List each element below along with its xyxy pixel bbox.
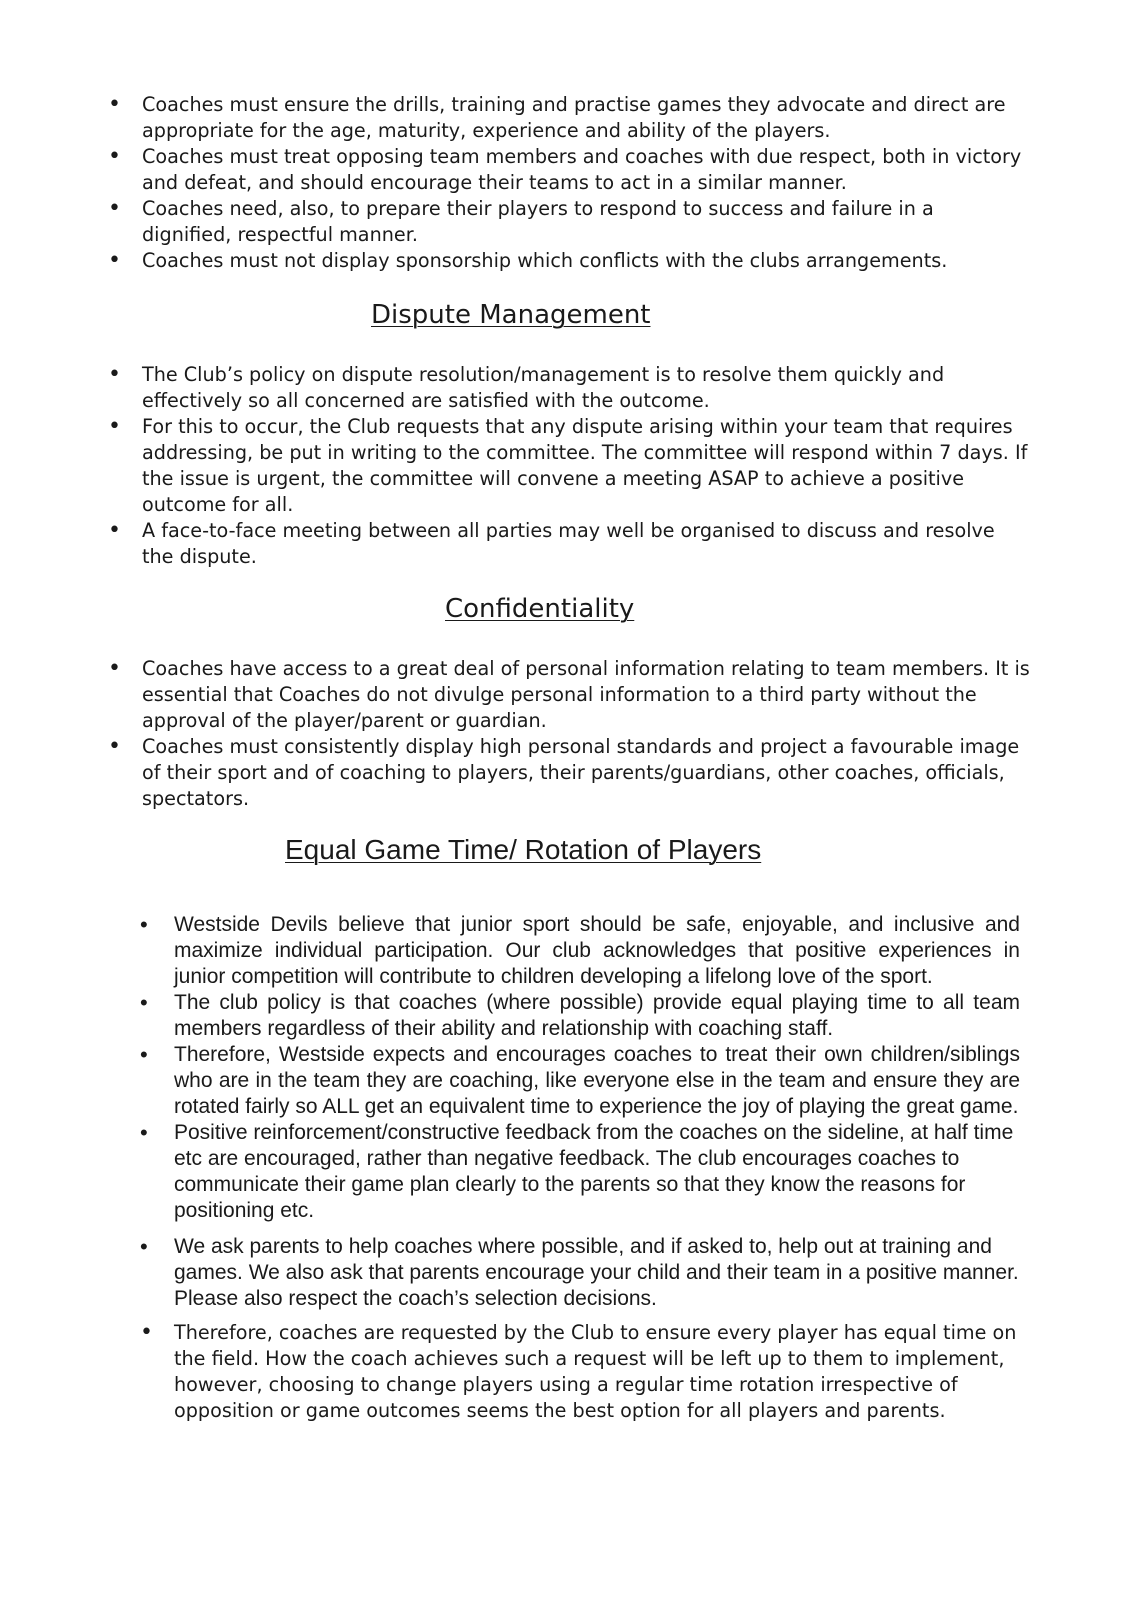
list-item: • A face-to-face meeting between all parties may well be organised to discuss and resolve the dispute. [108, 518, 1028, 570]
list-item: • Therefore, coaches are requested by the Club to ensure every player has equal time on the field. How the coach achieves such a request will be left up to them to implement, however, choosing to change players using a regular time rotation irrespective of opposition or game outcomes seems the best option for all players and parents. [140, 1320, 1020, 1424]
equal-game-time-list [140, 912, 1020, 1424]
list-item: • We ask parents to help coaches where possible, and if asked to, help out at training and games. We also ask that parents encourage your child and their team in a positive manner. Please also respect the coach’s selection decisions. [140, 1234, 1020, 1312]
list-item: • Coaches need, also, to prepare their players to respond to success and failure in a dignified, respectful manner. [108, 196, 1028, 248]
list-item: • Coaches must treat opposing team members and coaches with due respect, both in victory and defeat, and should encourage their teams to act in a similar manner. [108, 144, 1028, 196]
confidentiality-heading: Confidentiality [445, 594, 635, 624]
list-item: • The Club’s policy on dispute resolution/management is to resolve them quickly and effectively so all concerned are satisfied with the outcome. [108, 362, 1028, 414]
list-item: • Coaches have access to a great deal of personal information relating to team members. It is essential that Coaches do not divulge personal information to a third party without the approval of the player/parent or guardian. [108, 656, 1033, 734]
list-item: • Coaches must consistently display high personal standards and project a favourable image of their sport and of coaching to players, their parents/guardians, other coaches, officials, spectators. [108, 734, 1033, 812]
list-item: • Coaches must ensure the drills, training and practise games they advocate and direct are appropriate for the age, maturity, experience and ability of the players. [108, 92, 1028, 144]
coaching-conduct-list [108, 92, 1028, 274]
list-item: • Westside Devils believe that junior sport should be safe, enjoyable, and inclusive and maximize individual participation. Our club acknowledges that positive experiences in junior competition will contribute to children developing a lifelong love of the sport. [140, 912, 1020, 990]
dispute-management-heading: Dispute Management [371, 300, 651, 330]
list-item: • Therefore, Westside expects and encourages coaches to treat their own children/siblings who are in the team they are coaching, like everyone else in the team and ensure they are rotated fairly so ALL get an equivalent time to experience the joy of playing the great game. [140, 1042, 1020, 1120]
list-item: • The club policy is that coaches (where possible) provide equal playing time to all team members regardless of their ability and relationship with coaching staff. [140, 990, 1020, 1042]
dispute-management-list [108, 362, 1028, 570]
confidentiality-list [108, 656, 1033, 812]
equal-game-time-heading: Equal Game Time/ Rotation of Players [285, 834, 762, 865]
list-item: • Coaches must not display sponsorship which conflicts with the clubs arrangements. [108, 248, 1028, 274]
list-item: • Positive reinforcement/constructive feedback from the coaches on the sideline, at half time etc are encouraged, rather than negative feedback. The club encourages coaches to communicate their game plan clearly to the parents so that they know the reasons for positioning etc. [140, 1120, 1020, 1224]
list-item: • For this to occur, the Club requests that any dispute arising within your team that requires addressing, be put in writing to the committee. The committee will respond within 7 days. If the issue is urgent, the committee will convene a meeting ASAP to achieve a positive outcome for all. [108, 414, 1028, 518]
